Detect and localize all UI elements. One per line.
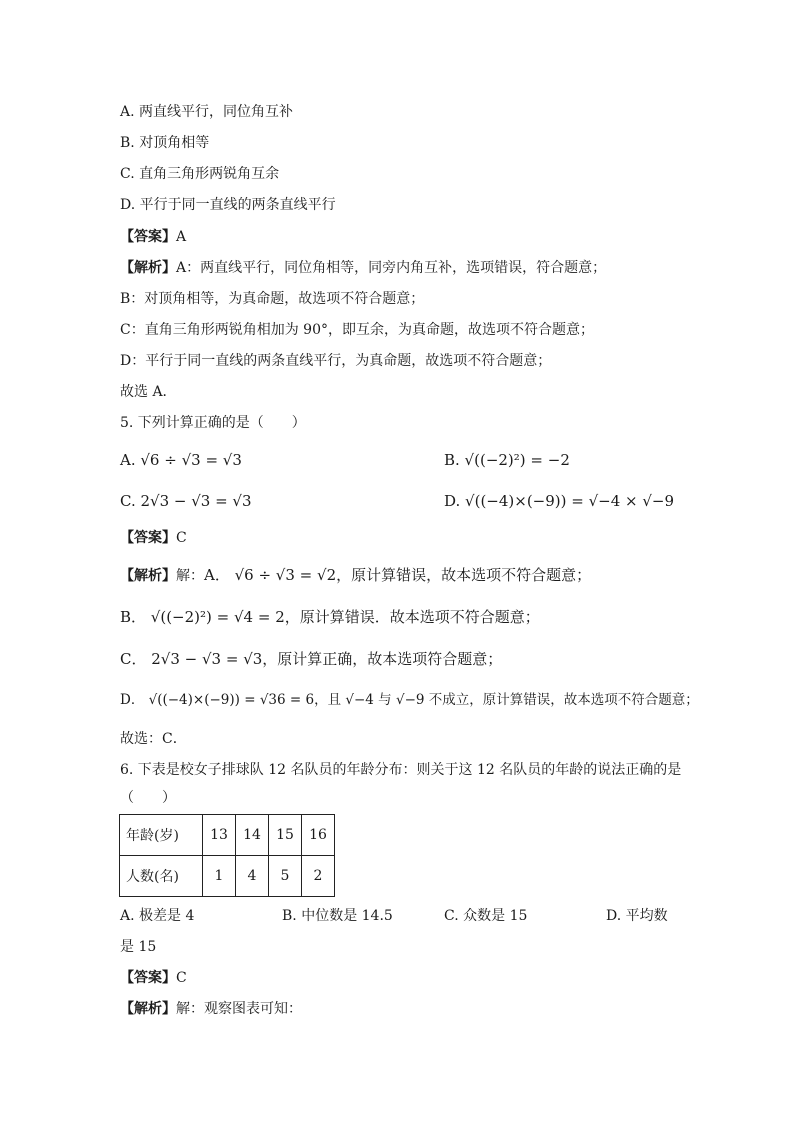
table-row: [120, 856, 335, 897]
q5-analysis-lead: [120, 565, 591, 586]
q5-answer: [120, 528, 187, 548]
q4-option-c: C. 直角三角形两锐角互余: [120, 166, 280, 182]
count-cell: 2: [302, 856, 335, 897]
count-cell: 1: [203, 856, 236, 897]
analysis-tag: 【解析】: [120, 260, 176, 276]
analysis-step-a: A． √6 ÷ √3 = √2，原计算错误，故本选项不符合题意；: [204, 566, 592, 584]
q5-analysis-b: B． √((−2)²) = √4 = 2，原计算错误．故本选项不符合题意；: [120, 608, 540, 626]
q5-option-a: A. √6 ÷ √3 = √3: [120, 451, 242, 469]
answer-value: A: [176, 229, 187, 245]
q6-answer: [120, 968, 187, 988]
answer-tag: 【答案】: [120, 229, 176, 245]
row-label-age: 年龄(岁): [120, 815, 203, 856]
analysis-text: A：两直线平行，同位角相等，同旁内角互补，选项错误，符合题意；: [176, 260, 607, 276]
answer-value: C: [176, 970, 187, 986]
q6-option-c: C. 众数是 15: [444, 908, 528, 924]
q5-analysis-c: C． 2√3 − √3 = √3，原计算正确，故本选项符合题意；: [120, 650, 503, 668]
row-label-count: 人数(名): [120, 856, 203, 897]
table-row: [120, 815, 335, 856]
q5-conclusion: 故选：C．: [120, 731, 187, 747]
age-cell: 13: [203, 815, 236, 856]
analysis-tag: 【解析】: [120, 1001, 176, 1017]
answer-tag: 【答案】: [120, 530, 176, 546]
q5-option-b: B. √((−2)²) = −2: [444, 451, 570, 469]
q4-analysis-c: C：直角三角形两锐角相加为 90°，即互余，为真命题，故选项不符合题意；: [120, 322, 594, 338]
q4-analysis-a: [120, 258, 606, 278]
q5-option-c: C. 2√3 − √3 = √3: [120, 492, 252, 510]
answer-tag: 【答案】: [120, 970, 176, 986]
q5-stem: 5. 下列计算正确的是（ ）: [120, 415, 306, 431]
age-cell: 16: [302, 815, 335, 856]
answer-value: C: [176, 530, 187, 546]
q4-option-b: B. 对顶角相等: [120, 135, 210, 151]
q6-stem-cont: （ ）: [120, 790, 176, 806]
q4-conclusion: 故选 A．: [120, 384, 177, 400]
q4-option-d: D. 平行于同一直线的两条直线平行: [120, 197, 336, 213]
age-cell: 14: [236, 815, 269, 856]
count-cell: 5: [269, 856, 302, 897]
q5-option-d: D. √((−4)×(−9)) = √−4 × √−9: [444, 492, 675, 510]
q4-option-a: A. 两直线平行，同位角互补: [120, 104, 294, 120]
q5-analysis-d: D． √((−4)×(−9)) = √36 = 6，且 √−4 与 √−9 不成立，原计算错误，故本选项不符合题意；: [120, 692, 699, 708]
q6-option-a: A. 极差是 4: [120, 908, 195, 924]
analysis-lead: 解：: [176, 568, 204, 584]
q4-answer: [120, 227, 186, 247]
age-cell: 15: [269, 815, 302, 856]
q6-option-d-cont: 是 15: [120, 939, 157, 955]
q4-analysis-b: B：对顶角相等，为真命题，故选项不符合题意；: [120, 291, 425, 307]
age-distribution-table: [119, 814, 335, 897]
analysis-tag: 【解析】: [120, 568, 176, 584]
q6-stem: 6. 下表是校女子排球队 12 名队员的年龄分布：则关于这 12 名队员的年龄的说法正确的是: [120, 762, 682, 778]
q6-analysis: [120, 999, 302, 1019]
count-cell: 4: [236, 856, 269, 897]
q6-option-d: D. 平均数: [606, 908, 668, 924]
q6-option-b: B. 中位数是 14.5: [282, 908, 393, 924]
q4-analysis-d: D：平行于同一直线的两条直线平行，为真命题，故选项不符合题意；: [120, 353, 552, 369]
analysis-lead: 解：观察图表可知：: [176, 1001, 302, 1017]
